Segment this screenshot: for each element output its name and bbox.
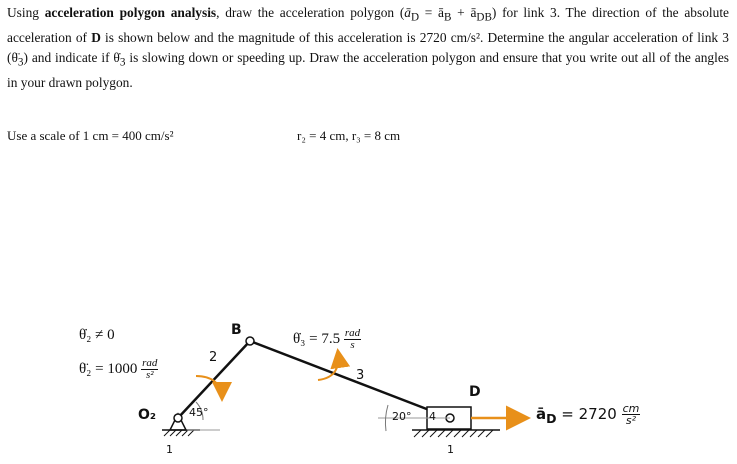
angle-45-label: 45° <box>189 406 209 419</box>
alpha2-den: s² <box>145 369 154 381</box>
slider-4-label: 4 <box>429 410 436 423</box>
joint-o2 <box>174 414 182 422</box>
eq-plus: + ā <box>451 5 477 20</box>
omega3-den: s <box>350 339 355 351</box>
scale-text: Use a scale of 1 cm = 400 cm/s² <box>7 128 174 143</box>
problem-bold-method: acceleration polygon analysis <box>44 5 217 20</box>
omega3-arrow <box>318 352 338 380</box>
omega3-lhs: θ̇₃ = 7.5 <box>293 330 341 347</box>
point-d-label: D <box>469 384 481 400</box>
aD-label <box>536 403 640 426</box>
omega3-num: rad <box>344 327 361 339</box>
eq-vector-d: ā <box>404 5 411 20</box>
aD-fraction <box>622 403 641 426</box>
omega2-label: θ̇₂ ≠ 0 <box>79 327 115 343</box>
alpha2-lhs: θ̈₂ = 1000 <box>79 360 138 377</box>
aD-num: cm <box>622 402 640 415</box>
alpha2-fraction <box>141 358 158 381</box>
radii-text: r₂ = 4 cm, r₃ = 8 cm <box>297 128 401 143</box>
problem-text-2: , draw the acceleration polygon ( <box>216 5 405 20</box>
joint-b <box>246 337 254 345</box>
ground-o2 <box>162 430 220 436</box>
eq-sub-db: DB <box>476 11 492 24</box>
alpha2-num: rad <box>142 357 158 369</box>
ground-1b-label: 1 <box>447 443 454 456</box>
omega3-fraction <box>344 328 361 351</box>
link-2-label: 2 <box>209 350 218 365</box>
point-b-label: B <box>231 322 242 338</box>
problem-text-3: ) for link 3. The direction of the absolute acceleration of <box>7 5 729 46</box>
problem-text-5: ) and indicate if θ̇ <box>23 49 120 65</box>
pivot-o2-label: O₂ <box>138 407 157 423</box>
aD-vector: ā <box>536 405 547 423</box>
problem-sub-3a: 3 <box>17 56 24 69</box>
problem-text-4: is shown below and the magnitude of this acceleration is 2720 cm/s². Determine the angular acceleration of link 3 (θ̈ <box>7 30 729 65</box>
angle-20-label: 20° <box>392 410 412 423</box>
omega3-label <box>293 328 361 351</box>
eq-mid: = ā <box>419 5 444 20</box>
eq-sub-b: B <box>444 11 452 24</box>
eq-sub-d: D <box>410 11 420 24</box>
aD-den: s² <box>625 414 637 427</box>
aD-sub: D <box>546 411 557 426</box>
ground-slider <box>412 430 500 437</box>
problem-sub-3b: 3 <box>119 56 126 69</box>
ground-1-label: 1 <box>166 443 173 456</box>
link-3-label: 3 <box>356 368 365 383</box>
problem-text-6: is slowing down or speeding up. Draw the acceleration polygon and ensure that you write out all of the angles in your drawn polygon. <box>7 49 729 90</box>
aD-value: = 2720 <box>556 405 617 423</box>
problem-text-1: Using <box>7 5 45 20</box>
problem-bold-d: D <box>91 30 101 46</box>
link-3 <box>250 341 450 418</box>
alpha2-label <box>79 358 158 381</box>
